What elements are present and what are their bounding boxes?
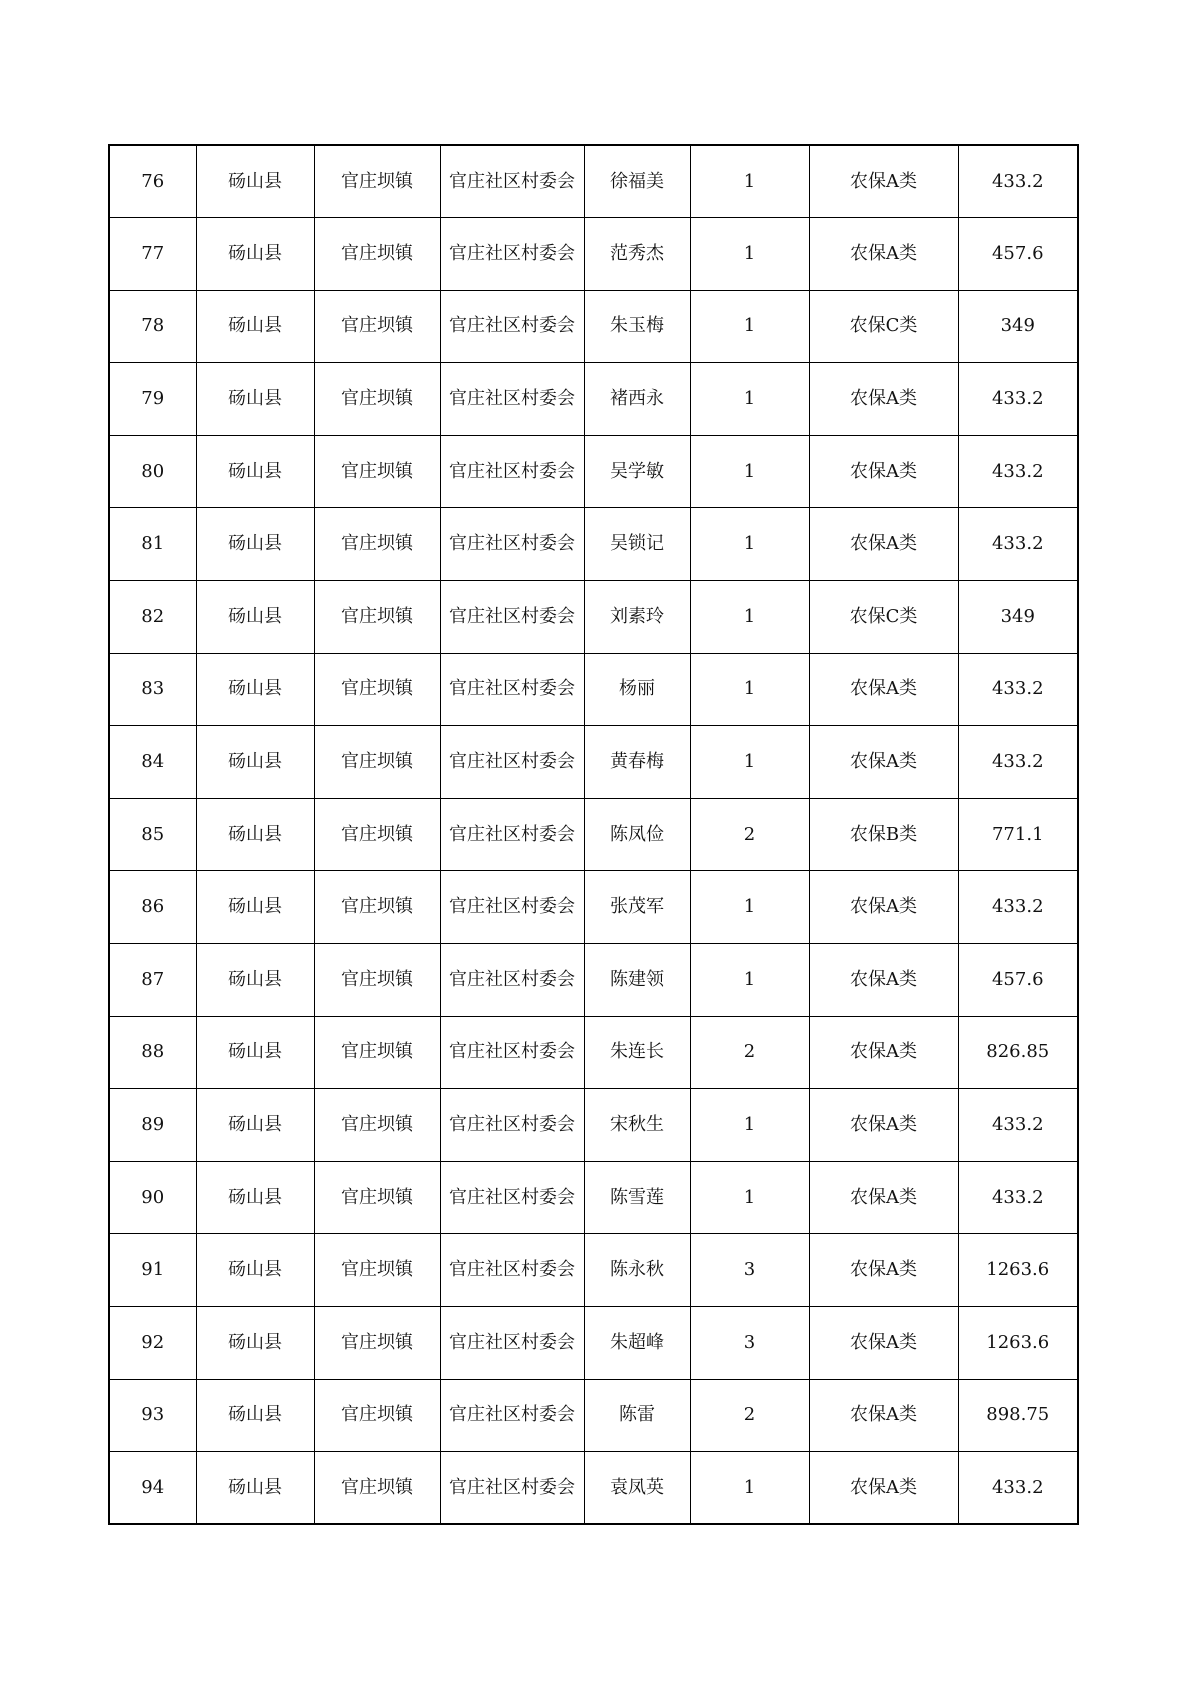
- cell-county: 砀山县: [196, 871, 314, 944]
- table-row: [109, 726, 1078, 799]
- cell-county: 砀山县: [196, 1161, 314, 1234]
- cell-index: 81: [109, 508, 196, 581]
- table-row: [109, 944, 1078, 1017]
- cell-index: 92: [109, 1307, 196, 1380]
- cell-category: 农保A类: [809, 1452, 958, 1525]
- cell-county: 砀山县: [196, 1016, 314, 1089]
- table-row: [109, 798, 1078, 871]
- table-row: [109, 1307, 1078, 1380]
- cell-name: 陈雪莲: [584, 1161, 690, 1234]
- cell-index: 80: [109, 435, 196, 508]
- cell-count: 1: [690, 290, 809, 363]
- cell-count: 1: [690, 145, 809, 218]
- cell-amount: 457.6: [958, 218, 1078, 291]
- cell-index: 93: [109, 1379, 196, 1452]
- cell-count: 1: [690, 871, 809, 944]
- cell-county: 砀山县: [196, 1089, 314, 1162]
- cell-category: 农保A类: [809, 363, 958, 436]
- cell-index: 78: [109, 290, 196, 363]
- cell-village: 官庄社区村委会: [440, 1089, 584, 1162]
- cell-name: 陈永秋: [584, 1234, 690, 1307]
- cell-index: 84: [109, 726, 196, 799]
- cell-village: 官庄社区村委会: [440, 145, 584, 218]
- cell-village: 官庄社区村委会: [440, 798, 584, 871]
- cell-village: 官庄社区村委会: [440, 726, 584, 799]
- data-table: [108, 144, 1079, 1525]
- cell-county: 砀山县: [196, 435, 314, 508]
- cell-category: 农保A类: [809, 218, 958, 291]
- cell-village: 官庄社区村委会: [440, 944, 584, 1017]
- table-row: [109, 871, 1078, 944]
- cell-count: 1: [690, 944, 809, 1017]
- cell-town: 官庄坝镇: [314, 1452, 440, 1525]
- cell-county: 砀山县: [196, 363, 314, 436]
- cell-index: 76: [109, 145, 196, 218]
- cell-amount: 433.2: [958, 1089, 1078, 1162]
- table-row: [109, 1379, 1078, 1452]
- cell-name: 朱连长: [584, 1016, 690, 1089]
- cell-category: 农保A类: [809, 1307, 958, 1380]
- cell-county: 砀山县: [196, 1307, 314, 1380]
- cell-town: 官庄坝镇: [314, 363, 440, 436]
- cell-town: 官庄坝镇: [314, 798, 440, 871]
- table-row: [109, 1089, 1078, 1162]
- cell-index: 90: [109, 1161, 196, 1234]
- cell-village: 官庄社区村委会: [440, 290, 584, 363]
- cell-index: 82: [109, 581, 196, 654]
- cell-category: 农保A类: [809, 1161, 958, 1234]
- cell-count: 1: [690, 218, 809, 291]
- cell-county: 砀山县: [196, 145, 314, 218]
- cell-count: 3: [690, 1307, 809, 1380]
- cell-category: 农保A类: [809, 508, 958, 581]
- cell-index: 85: [109, 798, 196, 871]
- cell-name: 陈凤俭: [584, 798, 690, 871]
- cell-village: 官庄社区村委会: [440, 363, 584, 436]
- cell-name: 宋秋生: [584, 1089, 690, 1162]
- cell-name: 朱超峰: [584, 1307, 690, 1380]
- cell-county: 砀山县: [196, 218, 314, 291]
- table-row: [109, 218, 1078, 291]
- cell-town: 官庄坝镇: [314, 1016, 440, 1089]
- cell-village: 官庄社区村委会: [440, 871, 584, 944]
- cell-county: 砀山县: [196, 726, 314, 799]
- table-row: [109, 508, 1078, 581]
- cell-village: 官庄社区村委会: [440, 1016, 584, 1089]
- cell-category: 农保C类: [809, 581, 958, 654]
- cell-village: 官庄社区村委会: [440, 581, 584, 654]
- cell-count: 1: [690, 581, 809, 654]
- cell-category: 农保A类: [809, 1089, 958, 1162]
- cell-town: 官庄坝镇: [314, 944, 440, 1017]
- table-row: [109, 581, 1078, 654]
- cell-category: 农保C类: [809, 290, 958, 363]
- cell-count: 1: [690, 435, 809, 508]
- cell-index: 83: [109, 653, 196, 726]
- cell-town: 官庄坝镇: [314, 508, 440, 581]
- cell-name: 朱玉梅: [584, 290, 690, 363]
- table-row: [109, 435, 1078, 508]
- table-row: [109, 363, 1078, 436]
- cell-amount: 349: [958, 290, 1078, 363]
- table-row: [109, 1452, 1078, 1525]
- cell-count: 1: [690, 363, 809, 436]
- cell-name: 刘素玲: [584, 581, 690, 654]
- cell-count: 1: [690, 508, 809, 581]
- cell-amount: 433.2: [958, 508, 1078, 581]
- cell-amount: 1263.6: [958, 1307, 1078, 1380]
- table-row: [109, 290, 1078, 363]
- cell-village: 官庄社区村委会: [440, 1307, 584, 1380]
- cell-index: 86: [109, 871, 196, 944]
- cell-town: 官庄坝镇: [314, 145, 440, 218]
- cell-amount: 349: [958, 581, 1078, 654]
- cell-index: 88: [109, 1016, 196, 1089]
- cell-county: 砀山县: [196, 653, 314, 726]
- cell-amount: 433.2: [958, 435, 1078, 508]
- cell-index: 79: [109, 363, 196, 436]
- cell-town: 官庄坝镇: [314, 1307, 440, 1380]
- cell-amount: 433.2: [958, 726, 1078, 799]
- cell-category: 农保A类: [809, 726, 958, 799]
- cell-county: 砀山县: [196, 508, 314, 581]
- cell-village: 官庄社区村委会: [440, 1452, 584, 1525]
- cell-name: 黄春梅: [584, 726, 690, 799]
- cell-name: 徐福美: [584, 145, 690, 218]
- cell-county: 砀山县: [196, 581, 314, 654]
- cell-count: 1: [690, 726, 809, 799]
- cell-county: 砀山县: [196, 1234, 314, 1307]
- cell-count: 2: [690, 798, 809, 871]
- cell-name: 陈建领: [584, 944, 690, 1017]
- cell-town: 官庄坝镇: [314, 871, 440, 944]
- cell-amount: 771.1: [958, 798, 1078, 871]
- cell-index: 87: [109, 944, 196, 1017]
- cell-count: 2: [690, 1379, 809, 1452]
- cell-name: 吴学敏: [584, 435, 690, 508]
- cell-name: 吴锁记: [584, 508, 690, 581]
- cell-amount: 433.2: [958, 1161, 1078, 1234]
- cell-town: 官庄坝镇: [314, 581, 440, 654]
- cell-town: 官庄坝镇: [314, 218, 440, 291]
- cell-count: 3: [690, 1234, 809, 1307]
- cell-county: 砀山县: [196, 1452, 314, 1525]
- cell-category: 农保A类: [809, 871, 958, 944]
- cell-count: 1: [690, 1089, 809, 1162]
- cell-county: 砀山县: [196, 798, 314, 871]
- cell-name: 范秀杰: [584, 218, 690, 291]
- cell-name: 袁凤英: [584, 1452, 690, 1525]
- cell-count: 2: [690, 1016, 809, 1089]
- cell-category: 农保A类: [809, 1379, 958, 1452]
- cell-count: 1: [690, 1161, 809, 1234]
- cell-village: 官庄社区村委会: [440, 1379, 584, 1452]
- cell-village: 官庄社区村委会: [440, 218, 584, 291]
- cell-amount: 433.2: [958, 871, 1078, 944]
- cell-county: 砀山县: [196, 944, 314, 1017]
- cell-index: 94: [109, 1452, 196, 1525]
- cell-village: 官庄社区村委会: [440, 653, 584, 726]
- cell-county: 砀山县: [196, 1379, 314, 1452]
- cell-amount: 457.6: [958, 944, 1078, 1017]
- cell-category: 农保A类: [809, 1016, 958, 1089]
- cell-index: 77: [109, 218, 196, 291]
- cell-category: 农保A类: [809, 145, 958, 218]
- cell-town: 官庄坝镇: [314, 1089, 440, 1162]
- cell-name: 陈雷: [584, 1379, 690, 1452]
- cell-amount: 826.85: [958, 1016, 1078, 1089]
- table-body: [109, 145, 1078, 1524]
- cell-amount: 433.2: [958, 363, 1078, 436]
- cell-village: 官庄社区村委会: [440, 508, 584, 581]
- cell-town: 官庄坝镇: [314, 1379, 440, 1452]
- cell-amount: 433.2: [958, 145, 1078, 218]
- cell-county: 砀山县: [196, 290, 314, 363]
- cell-village: 官庄社区村委会: [440, 1161, 584, 1234]
- cell-town: 官庄坝镇: [314, 726, 440, 799]
- cell-name: 褚西永: [584, 363, 690, 436]
- cell-name: 杨丽: [584, 653, 690, 726]
- cell-category: 农保A类: [809, 944, 958, 1017]
- cell-name: 张茂军: [584, 871, 690, 944]
- cell-amount: 1263.6: [958, 1234, 1078, 1307]
- cell-count: 1: [690, 1452, 809, 1525]
- cell-village: 官庄社区村委会: [440, 1234, 584, 1307]
- cell-index: 91: [109, 1234, 196, 1307]
- table-row: [109, 653, 1078, 726]
- cell-category: 农保A类: [809, 653, 958, 726]
- cell-town: 官庄坝镇: [314, 290, 440, 363]
- table-row: [109, 1234, 1078, 1307]
- table-row: [109, 1016, 1078, 1089]
- cell-town: 官庄坝镇: [314, 653, 440, 726]
- cell-town: 官庄坝镇: [314, 1161, 440, 1234]
- cell-category: 农保B类: [809, 798, 958, 871]
- table-row: [109, 1161, 1078, 1234]
- cell-town: 官庄坝镇: [314, 435, 440, 508]
- cell-amount: 433.2: [958, 1452, 1078, 1525]
- cell-village: 官庄社区村委会: [440, 435, 584, 508]
- cell-category: 农保A类: [809, 435, 958, 508]
- cell-count: 1: [690, 653, 809, 726]
- cell-index: 89: [109, 1089, 196, 1162]
- cell-town: 官庄坝镇: [314, 1234, 440, 1307]
- cell-category: 农保A类: [809, 1234, 958, 1307]
- table-row: [109, 145, 1078, 218]
- cell-amount: 898.75: [958, 1379, 1078, 1452]
- cell-amount: 433.2: [958, 653, 1078, 726]
